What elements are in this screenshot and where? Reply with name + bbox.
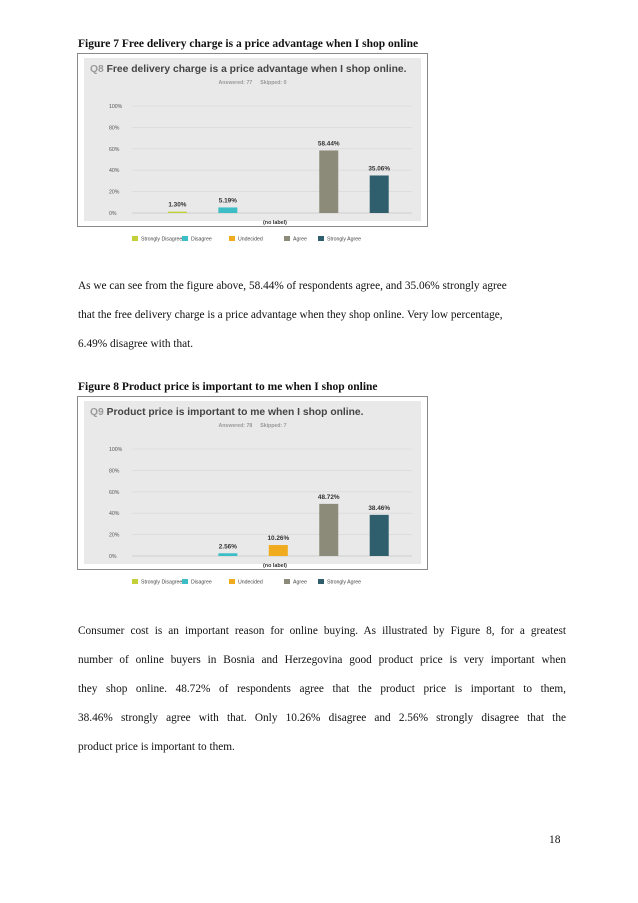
y-tick-label: 100% (109, 447, 123, 453)
data-label: 5.19% (218, 197, 237, 205)
x-axis-label: (no label) (263, 220, 287, 226)
y-tick-label: 40% (109, 511, 120, 518)
answered-count: Answered: 78 (218, 423, 253, 429)
y-tick-label: 40% (109, 168, 120, 175)
legend-label: Agree (293, 579, 307, 586)
legend-swatch (318, 579, 324, 584)
legend-label: Disagree (191, 579, 212, 586)
paragraph-line: they shop online. 48.72% of respondents agree that the product price is important to them, (78, 683, 566, 695)
data-label: 35.06% (368, 165, 391, 173)
y-tick-label: 80% (109, 468, 120, 475)
legend-swatch (229, 579, 235, 584)
skipped-count: Skipped: 0 (260, 80, 287, 86)
legend-swatch (132, 579, 138, 584)
paragraph-line: 6.49% disagree with that. (78, 338, 194, 350)
data-label: 38.46% (368, 504, 391, 512)
bar-disagree (218, 553, 237, 556)
question-title: Free delivery charge is a price advantage when I shop online. (106, 64, 407, 75)
bar-disagree (218, 207, 237, 213)
paragraph-1 (78, 272, 566, 359)
y-tick-label: 60% (109, 489, 120, 496)
figure-8-caption: Figure 8 Product price is important to me when I shop online (78, 381, 378, 393)
bar-strongly-agree (370, 175, 389, 213)
question-number: Q9 (90, 407, 104, 418)
y-tick-label: 60% (109, 146, 120, 153)
legend-label: Strongly Disagree (141, 236, 183, 243)
data-label: 58.44% (317, 140, 340, 148)
legend-label: Agree (293, 236, 307, 243)
figure-8-chart-panel (84, 401, 421, 586)
paragraph-line: product price is important to them. (78, 741, 235, 753)
bar-agree (319, 504, 338, 556)
paragraph-line: number of online buyers in Bosnia and Herzegovina good product price is very important when (78, 654, 566, 666)
data-label: 2.56% (218, 543, 237, 551)
figure-7-bar-chart (84, 58, 421, 243)
legend-swatch (182, 579, 188, 584)
bar-agree (319, 150, 338, 213)
paragraph-line: As we can see from the figure above, 58.44% of respondents agree, and 35.06% strongly agree (78, 280, 507, 292)
data-label: 48.72% (317, 493, 340, 501)
legend-label: Strongly Agree (327, 579, 362, 586)
bar-strongly-agree (370, 515, 389, 556)
legend-label: Disagree (191, 236, 212, 243)
figure-8-chart-frame (77, 396, 428, 586)
legend-swatch (284, 579, 290, 584)
legend-swatch (229, 236, 235, 241)
y-tick-label: 20% (109, 189, 120, 196)
figure-8-bar-chart (84, 401, 421, 586)
figure-7-chart-frame (77, 53, 428, 243)
paragraph-line: 38.46% strongly agree with that. Only 10.26% disagree and 2.56% strongly disagree that the (78, 712, 566, 724)
bar-strongly-disagree (168, 212, 187, 213)
y-tick-label: 0% (109, 554, 117, 560)
paragraph-line: that the free delivery charge is a price advantage when they shop online. Very low percentage, (78, 309, 503, 321)
page-number: 18 (549, 834, 561, 846)
legend-label: Strongly Disagree (141, 579, 183, 586)
answered-count: Answered: 77 (218, 80, 253, 86)
question-title: Product price is important to me when I shop online. (106, 407, 364, 418)
y-tick-label: 80% (109, 125, 120, 132)
question-number: Q8 (90, 64, 104, 75)
y-tick-label: 0% (109, 211, 117, 217)
legend-label: Undecided (238, 579, 263, 586)
data-label: 1.30% (168, 201, 187, 209)
legend-label: Strongly Agree (327, 236, 362, 243)
y-tick-label: 100% (109, 104, 123, 110)
data-label: 10.26% (267, 535, 290, 543)
bar-undecided (269, 545, 288, 556)
legend-swatch (318, 236, 324, 241)
legend-swatch (182, 236, 188, 241)
paragraph-line: Consumer cost is an important reason for online buying. As illustrated by Figure 8, for a greatest (78, 625, 566, 637)
legend-swatch (284, 236, 290, 241)
y-tick-label: 20% (109, 532, 120, 539)
paragraph-2 (78, 617, 566, 762)
figure-7-chart-panel (84, 58, 421, 243)
figure-7-caption: Figure 7 Free delivery charge is a price advantage when I shop online (78, 38, 419, 50)
x-axis-label: (no label) (263, 563, 287, 569)
legend-swatch (132, 236, 138, 241)
skipped-count: Skipped: 7 (260, 423, 287, 429)
legend-label: Undecided (238, 236, 263, 243)
